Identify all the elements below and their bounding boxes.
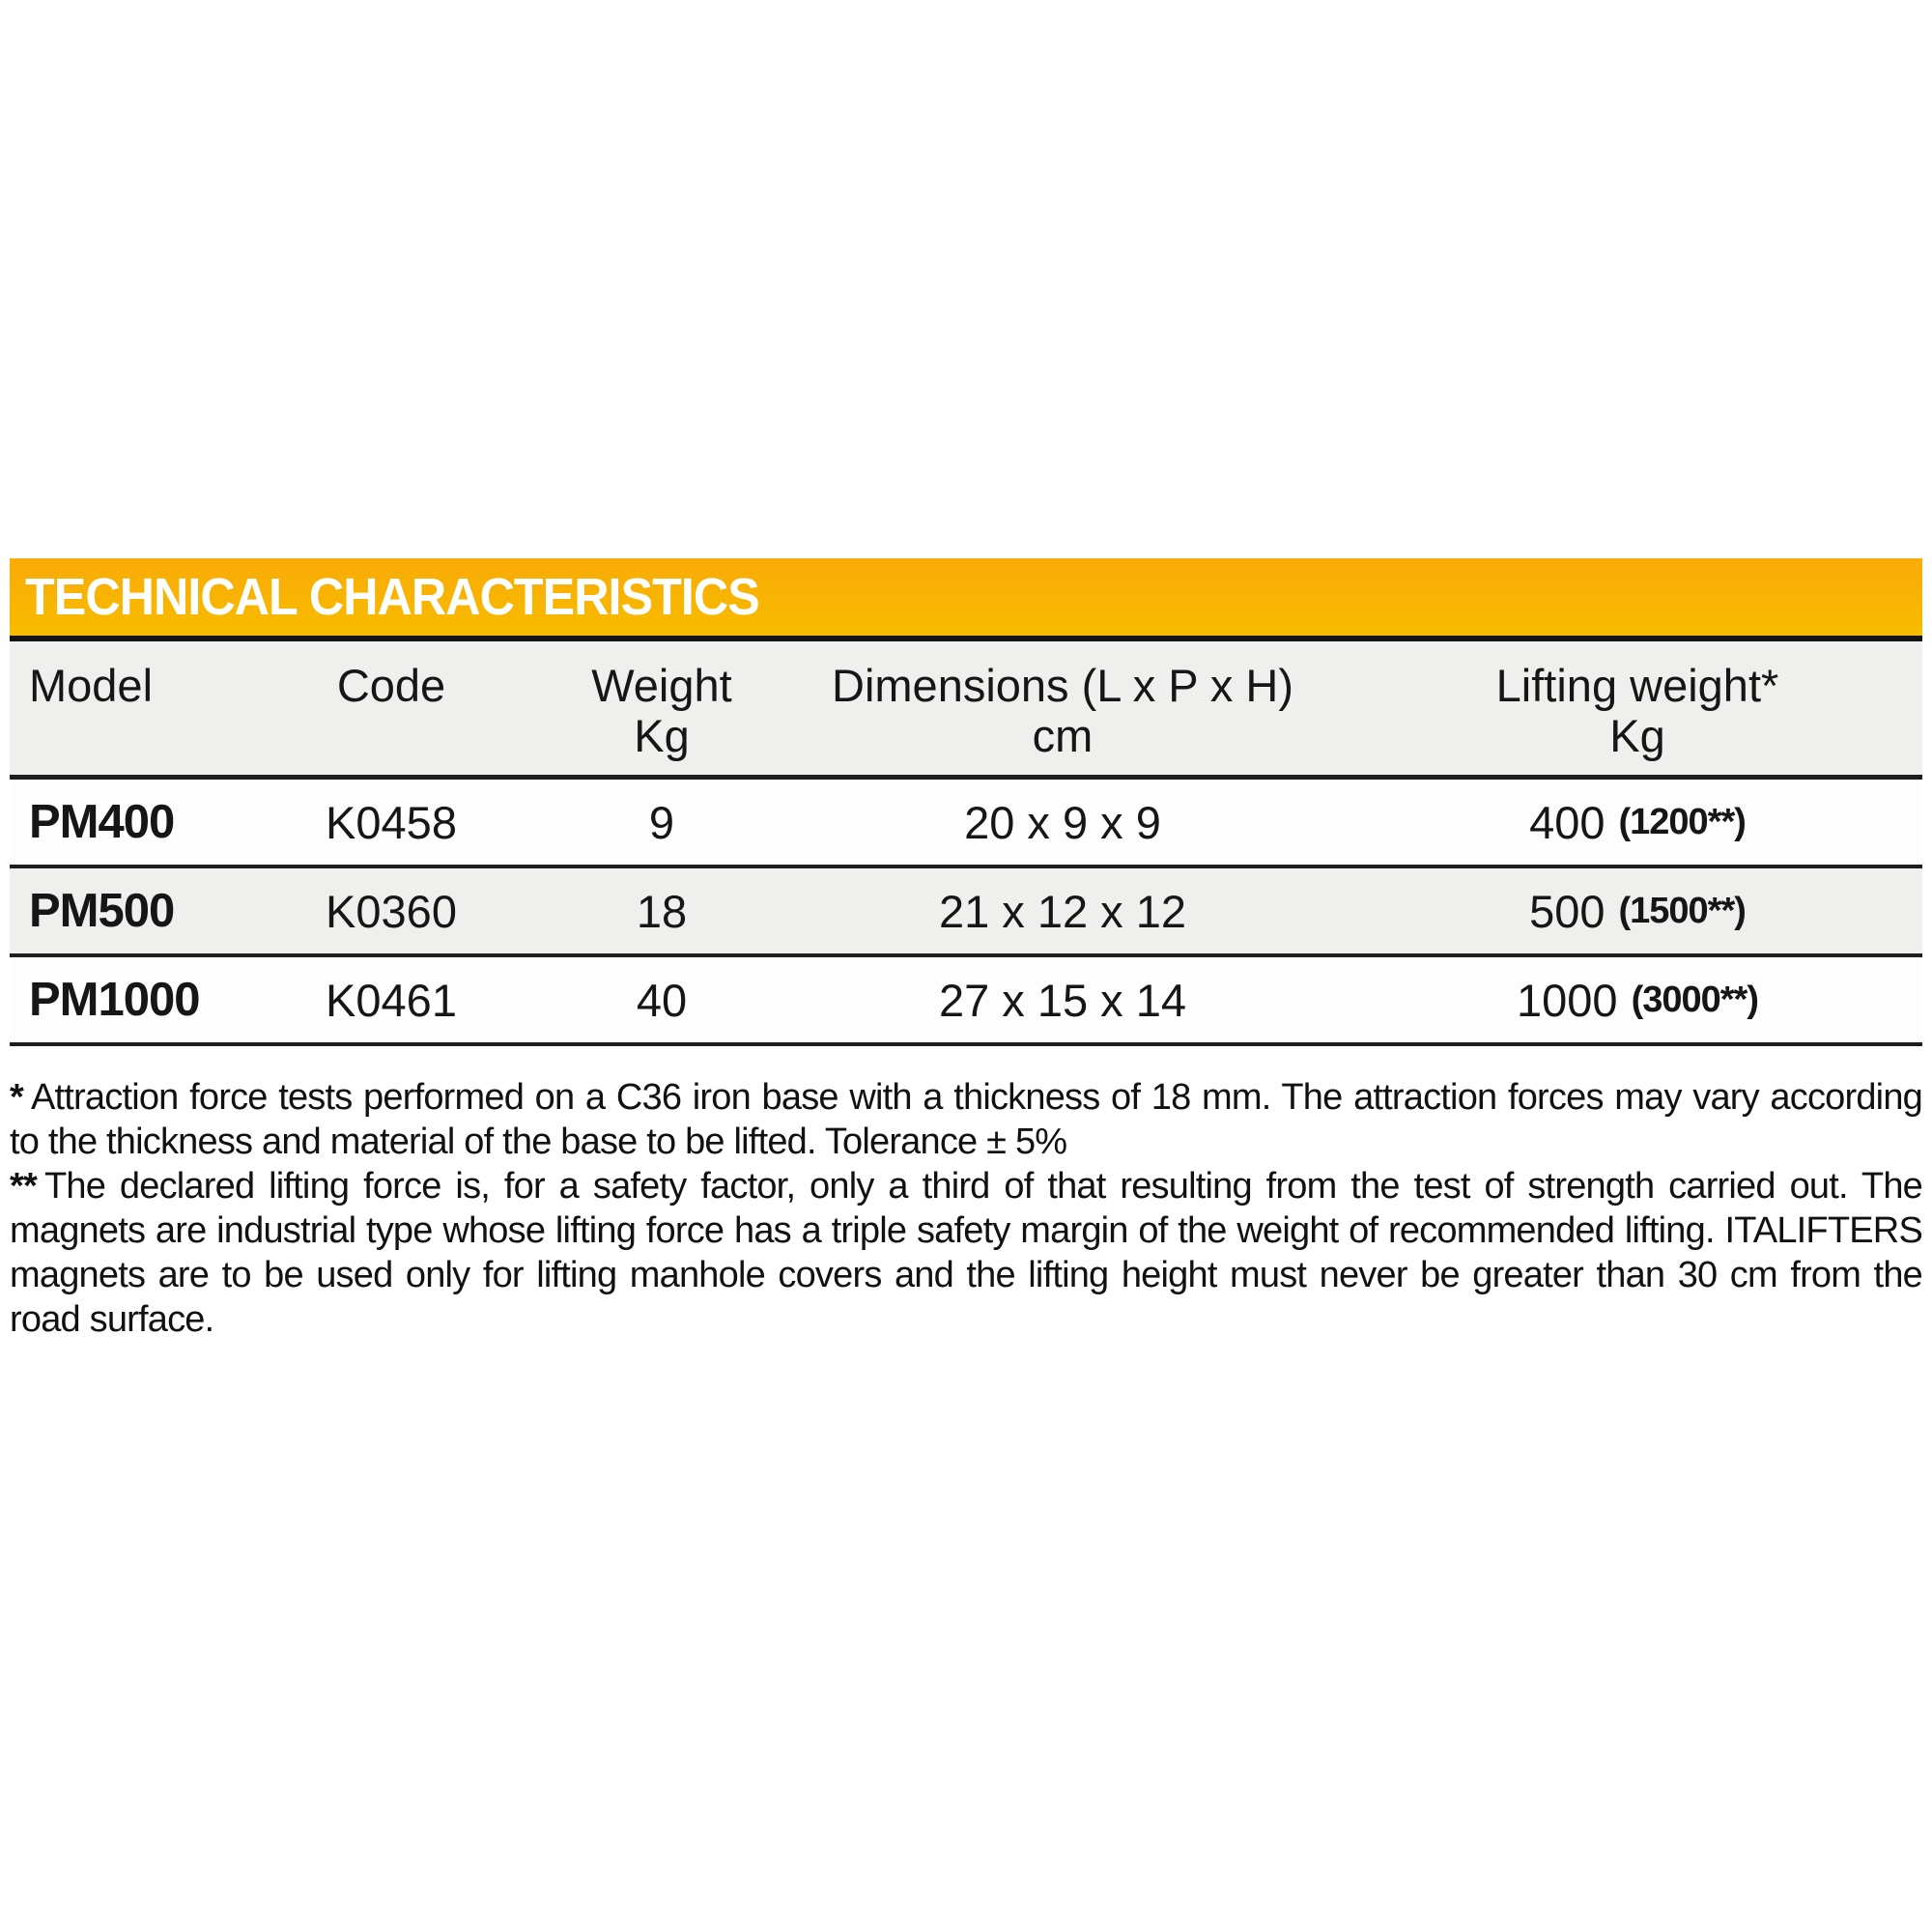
cell-model: PM500: [29, 885, 175, 937]
table-header-row: [10, 641, 1922, 780]
lifting-weight-value: 400: [1529, 796, 1605, 848]
column-header-dimensions: [773, 641, 1352, 775]
cell-dimensions: 20 x 9 x 9: [964, 796, 1161, 848]
footnote-text: Attraction force tests performed on a C36 iron base with a thickness of 18 mm. The attraction forces may vary according to the thickness and material of the base to be lifted. Tolerance ± 5%: [10, 1077, 1922, 1162]
cell-code: K0458: [326, 796, 457, 848]
column-label: Code: [336, 660, 446, 711]
cell-weight: 9: [648, 796, 675, 848]
cell-weight: 18: [636, 885, 688, 937]
column-header-model: [10, 641, 232, 775]
cell-code: K0360: [326, 885, 457, 937]
column-label: Dimensions (L x P x H): [832, 660, 1293, 711]
table-row-pm1000: [10, 957, 1922, 1046]
column-unit: Kg: [634, 710, 690, 761]
cell-weight: 40: [636, 974, 688, 1026]
lifting-weight-value: 1000: [1517, 974, 1618, 1026]
column-label: Weight: [591, 660, 732, 711]
technical-characteristics-sheet: [10, 558, 1922, 1342]
lifting-weight-value: 500: [1529, 885, 1605, 937]
title-bar: [10, 558, 1922, 641]
cell-model: PM400: [29, 796, 175, 848]
cell-lifting-weight: [1352, 868, 1922, 953]
column-label: Model: [29, 660, 154, 711]
column-header-code: [232, 641, 551, 775]
cell-dimensions: 21 x 12 x 12: [938, 885, 1187, 937]
cell-code: K0461: [326, 974, 457, 1026]
cell-model: PM1000: [29, 974, 200, 1026]
cell-dimensions: 27 x 15 x 14: [938, 974, 1187, 1026]
cell-lifting-weight: [1352, 780, 1922, 865]
footnote-marker: *: [10, 1077, 23, 1118]
lifting-weight-note: (1200**): [1618, 801, 1746, 842]
table-row-pm400: [10, 780, 1922, 868]
footnote-attraction-force: [10, 1075, 1922, 1164]
column-unit: Kg: [1609, 710, 1665, 761]
column-header-lifting-weight: [1352, 641, 1922, 775]
footnote-declared-lifting-force: [10, 1164, 1922, 1342]
lifting-weight-note: (1500**): [1618, 890, 1746, 931]
cell-lifting-weight: [1352, 957, 1922, 1042]
lifting-weight-note: (3000**): [1631, 979, 1758, 1020]
column-unit: cm: [1032, 710, 1094, 761]
column-label: Lifting weight*: [1495, 660, 1779, 711]
footnote-marker: **: [10, 1166, 37, 1207]
table-row-pm500: [10, 868, 1922, 957]
footnotes: [10, 1075, 1922, 1342]
footnote-text: The declared lifting force is, for a safety factor, only a third of that resulting from the test of strength carried out. The magnets are industrial type whose lifting force has a triple safety margin of the weight of recommended lifting. ITALIFTERS magnets are to be used only for lifting manhole covers and the lifting height must never be greater than 30 cm from the road surface.: [10, 1166, 1922, 1340]
page-title: TECHNICAL CHARACTERISTICS: [25, 568, 759, 626]
column-header-weight: [551, 641, 773, 775]
